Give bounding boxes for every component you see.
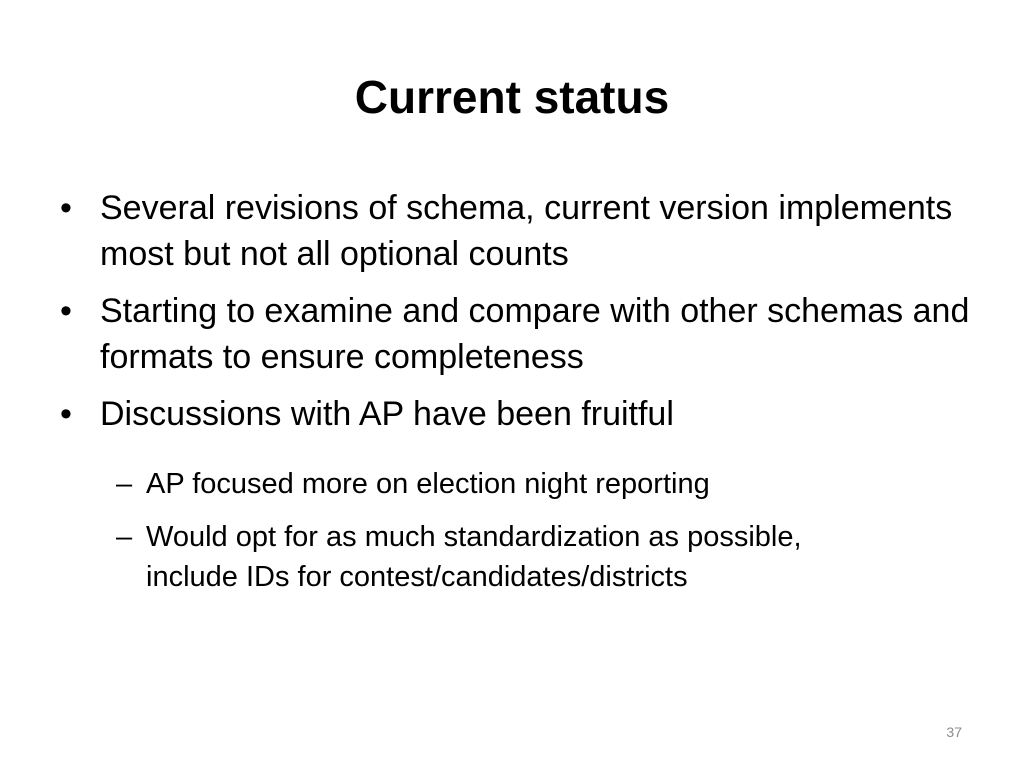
bullet-list — [60, 185, 970, 448]
sub-bullet-marker: – — [116, 521, 133, 553]
sub-bullet-item — [116, 517, 970, 597]
sub-bullet-text: Would opt for as much standardization as possible, include IDs for contest/candidates/districts — [146, 521, 802, 593]
bullet-text: Discussions with AP have been fruitful — [100, 395, 674, 433]
bullet-marker: • — [60, 189, 72, 227]
bullet-marker: • — [60, 395, 72, 433]
sub-bullet-text: AP focused more on election night reporting — [146, 468, 710, 500]
bullet-item — [60, 185, 970, 277]
bullet-item — [60, 391, 970, 437]
page-number: 37 — [946, 724, 962, 740]
bullet-item — [60, 288, 970, 380]
slide-title: Current status — [354, 71, 670, 123]
bullet-text: Several revisions of schema, current version implements most but not all optional counts — [100, 189, 953, 273]
bullet-text: Starting to examine and compare with other schemas and formats to ensure completeness — [100, 292, 970, 376]
sub-bullet-list — [60, 461, 970, 610]
sub-bullet-marker: – — [116, 468, 133, 500]
bullet-marker: • — [60, 292, 72, 330]
sub-bullet-item — [116, 464, 970, 504]
